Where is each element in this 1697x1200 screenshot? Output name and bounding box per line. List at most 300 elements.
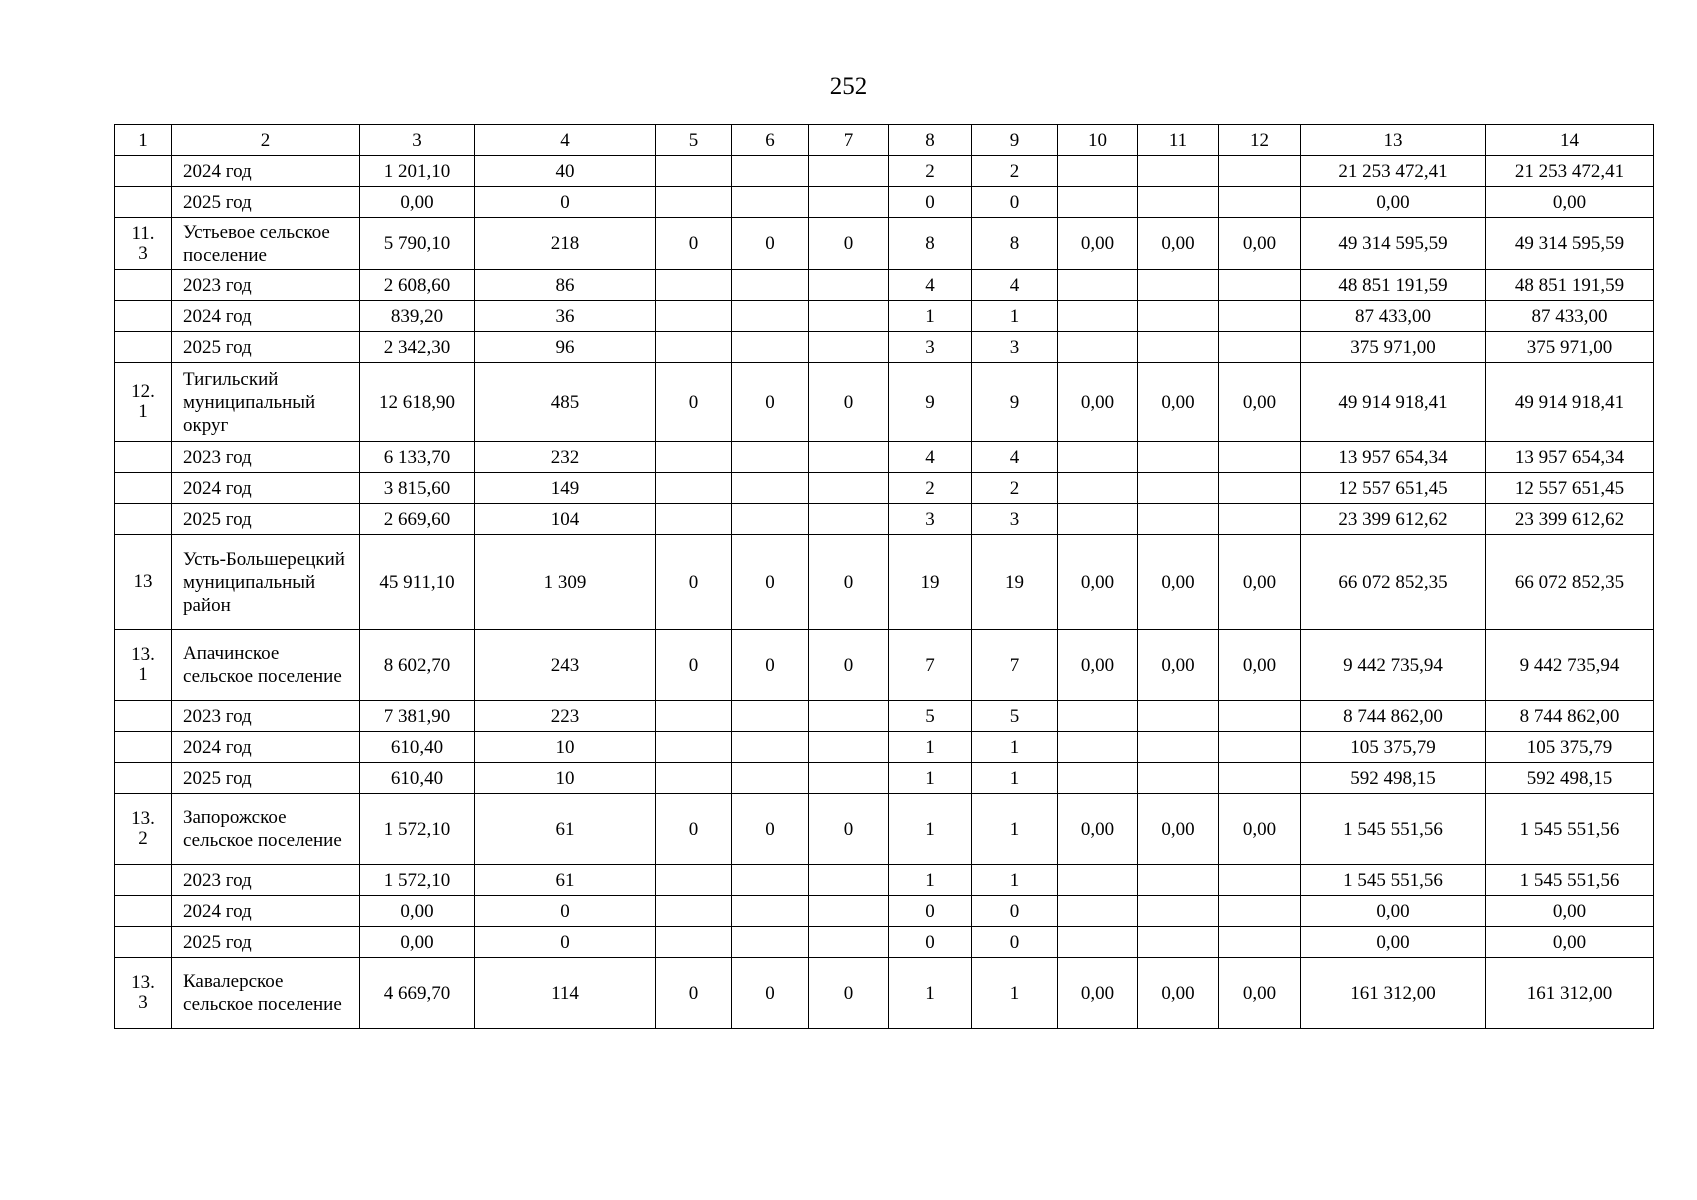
table-cell: [1138, 927, 1219, 958]
table-cell: [1138, 701, 1219, 732]
table-cell: 0,00: [1138, 794, 1219, 865]
row-name-cell: 2024 год: [172, 156, 360, 187]
table-cell: 2 342,30: [360, 332, 475, 363]
table-cell: 0: [809, 218, 889, 270]
table-cell: 10: [475, 732, 656, 763]
table-cell: 1 201,10: [360, 156, 475, 187]
table-cell: 0: [809, 958, 889, 1029]
column-header: 7: [809, 125, 889, 156]
table-cell: 0,00: [1058, 218, 1138, 270]
table-cell: 105 375,79: [1301, 732, 1486, 763]
table-row: [115, 865, 1654, 896]
table-cell: 5: [889, 701, 972, 732]
table-cell: [809, 701, 889, 732]
table-cell: 49 914 918,41: [1486, 363, 1654, 442]
table-cell: 10: [475, 763, 656, 794]
table-cell: [1058, 701, 1138, 732]
table-cell: 1 572,10: [360, 794, 475, 865]
column-header: 14: [1486, 125, 1654, 156]
table-cell: [1138, 896, 1219, 927]
table-cell: 49 314 595,59: [1486, 218, 1654, 270]
table-cell: [809, 332, 889, 363]
table-row: [115, 535, 1654, 630]
table-cell: [809, 156, 889, 187]
table-cell: 0,00: [1301, 896, 1486, 927]
table-cell: 3: [889, 504, 972, 535]
table-cell: 161 312,00: [1301, 958, 1486, 1029]
table-cell: 1 572,10: [360, 865, 475, 896]
table-cell: 2: [889, 156, 972, 187]
table-cell: 36: [475, 301, 656, 332]
table-cell: [1219, 442, 1301, 473]
column-header: 2: [172, 125, 360, 156]
table-cell: [1058, 732, 1138, 763]
table-cell: 0,00: [1219, 630, 1301, 701]
column-header: 6: [732, 125, 809, 156]
row-number-cell: [115, 270, 172, 301]
table-row: [115, 301, 1654, 332]
table-cell: [656, 442, 732, 473]
table-cell: [1058, 896, 1138, 927]
table-cell: [656, 763, 732, 794]
table-cell: 243: [475, 630, 656, 701]
table-row: [115, 794, 1654, 865]
row-number-cell: [115, 865, 172, 896]
table-cell: [732, 156, 809, 187]
table-cell: 839,20: [360, 301, 475, 332]
table-cell: 12 557 651,45: [1301, 473, 1486, 504]
table-cell: 104: [475, 504, 656, 535]
table-cell: 0: [809, 535, 889, 630]
table-cell: [1058, 187, 1138, 218]
table-cell: [1058, 270, 1138, 301]
table-cell: 45 911,10: [360, 535, 475, 630]
table-cell: [656, 927, 732, 958]
table-cell: 49 914 918,41: [1301, 363, 1486, 442]
table-cell: [1219, 301, 1301, 332]
table-cell: 1 545 551,56: [1301, 794, 1486, 865]
table-cell: 0: [732, 794, 809, 865]
table-cell: [1138, 301, 1219, 332]
table-cell: 1: [889, 794, 972, 865]
table-cell: [809, 187, 889, 218]
table-cell: 0,00: [360, 187, 475, 218]
table-cell: 218: [475, 218, 656, 270]
table-cell: 9: [972, 363, 1058, 442]
table-cell: 1: [972, 958, 1058, 1029]
row-name-cell: Апачинское сельское поселение: [172, 630, 360, 701]
column-header: 8: [889, 125, 972, 156]
table-row: [115, 630, 1654, 701]
table-cell: 232: [475, 442, 656, 473]
table-cell: 0: [732, 630, 809, 701]
table-cell: 0,00: [1301, 187, 1486, 218]
table-cell: 223: [475, 701, 656, 732]
table-cell: 1: [889, 958, 972, 1029]
table-cell: 0,00: [1486, 927, 1654, 958]
table-cell: [732, 763, 809, 794]
table-cell: 0,00: [1058, 958, 1138, 1029]
table-cell: [656, 301, 732, 332]
table-cell: [809, 301, 889, 332]
row-number-cell: [115, 504, 172, 535]
table-cell: 0: [972, 927, 1058, 958]
table-cell: 0,00: [1219, 363, 1301, 442]
table-cell: 9 442 735,94: [1301, 630, 1486, 701]
table-cell: [809, 927, 889, 958]
table-cell: 2: [889, 473, 972, 504]
table-cell: 9: [889, 363, 972, 442]
table-cell: 105 375,79: [1486, 732, 1654, 763]
table-cell: 12 557 651,45: [1486, 473, 1654, 504]
table-cell: 48 851 191,59: [1301, 270, 1486, 301]
table-cell: [1219, 763, 1301, 794]
row-number-cell: [115, 473, 172, 504]
table-cell: 592 498,15: [1486, 763, 1654, 794]
table-cell: [809, 504, 889, 535]
table-row: [115, 187, 1654, 218]
table-cell: [1058, 442, 1138, 473]
table-cell: [656, 332, 732, 363]
table-cell: 2 669,60: [360, 504, 475, 535]
table-cell: 485: [475, 363, 656, 442]
table-cell: [732, 896, 809, 927]
row-name-cell: 2023 год: [172, 270, 360, 301]
row-number-cell: 12. 1: [115, 363, 172, 442]
row-number-cell: 11. 3: [115, 218, 172, 270]
table-cell: 0,00: [1219, 794, 1301, 865]
table-row: [115, 442, 1654, 473]
table-cell: 12 618,90: [360, 363, 475, 442]
table-cell: 375 971,00: [1301, 332, 1486, 363]
table-cell: 3: [972, 332, 1058, 363]
table-cell: [656, 504, 732, 535]
table-cell: 1: [889, 865, 972, 896]
table-cell: 610,40: [360, 732, 475, 763]
table-cell: 0: [475, 187, 656, 218]
table-cell: [1058, 927, 1138, 958]
table-cell: 1 545 551,56: [1486, 794, 1654, 865]
table-cell: 23 399 612,62: [1301, 504, 1486, 535]
table-cell: 0,00: [1058, 363, 1138, 442]
table-cell: 61: [475, 794, 656, 865]
table-cell: 610,40: [360, 763, 475, 794]
table-cell: 19: [889, 535, 972, 630]
table-cell: 0: [732, 218, 809, 270]
table-cell: 0: [972, 187, 1058, 218]
table-cell: 1 309: [475, 535, 656, 630]
table-row: [115, 270, 1654, 301]
table-cell: [1138, 332, 1219, 363]
table-row: [115, 701, 1654, 732]
table-row: [115, 732, 1654, 763]
table-cell: [1058, 504, 1138, 535]
table-cell: 1: [972, 763, 1058, 794]
table-cell: [732, 473, 809, 504]
row-name-cell: 2023 год: [172, 442, 360, 473]
column-header: 5: [656, 125, 732, 156]
table-cell: [809, 865, 889, 896]
table-cell: [1138, 732, 1219, 763]
table-row: [115, 218, 1654, 270]
table-cell: 21 253 472,41: [1301, 156, 1486, 187]
table-cell: [1138, 270, 1219, 301]
table-cell: [656, 701, 732, 732]
table-cell: [1058, 473, 1138, 504]
table-cell: 0,00: [1058, 535, 1138, 630]
table-row: [115, 896, 1654, 927]
column-header: 3: [360, 125, 475, 156]
data-table: [114, 124, 1654, 1029]
table-header-row: [115, 125, 1654, 156]
table-cell: [1058, 865, 1138, 896]
column-header: 13: [1301, 125, 1486, 156]
table-cell: 0,00: [1486, 896, 1654, 927]
table-cell: 0: [732, 363, 809, 442]
table-cell: 8 602,70: [360, 630, 475, 701]
row-name-cell: Кавалерское сельское поселение: [172, 958, 360, 1029]
row-number-cell: [115, 763, 172, 794]
row-number-cell: 13. 2: [115, 794, 172, 865]
table-cell: [656, 270, 732, 301]
row-name-cell: 2025 год: [172, 504, 360, 535]
row-name-cell: 2024 год: [172, 301, 360, 332]
table-cell: [1058, 332, 1138, 363]
table-cell: [732, 927, 809, 958]
table-body: [115, 156, 1654, 1029]
row-name-cell: 2024 год: [172, 473, 360, 504]
table-cell: 8 744 862,00: [1486, 701, 1654, 732]
table-cell: [1219, 896, 1301, 927]
table-row: [115, 332, 1654, 363]
page-number: 252: [829, 73, 868, 100]
table-cell: [809, 763, 889, 794]
table-cell: 48 851 191,59: [1486, 270, 1654, 301]
table-cell: 23 399 612,62: [1486, 504, 1654, 535]
row-name-cell: 2025 год: [172, 187, 360, 218]
table-cell: [656, 187, 732, 218]
table-cell: 21 253 472,41: [1486, 156, 1654, 187]
table-cell: 0: [889, 896, 972, 927]
table-cell: [1219, 156, 1301, 187]
table-cell: [732, 270, 809, 301]
table-cell: 0,00: [1058, 630, 1138, 701]
table-cell: [732, 865, 809, 896]
table-cell: 0,00: [1058, 794, 1138, 865]
table-cell: 0: [809, 630, 889, 701]
table-row: [115, 504, 1654, 535]
table-cell: 7: [889, 630, 972, 701]
table-cell: [1138, 504, 1219, 535]
row-number-cell: [115, 332, 172, 363]
table-cell: [1138, 187, 1219, 218]
row-number-cell: 13: [115, 535, 172, 630]
table-cell: 0,00: [1219, 218, 1301, 270]
table-cell: 1: [889, 763, 972, 794]
row-name-cell: 2023 год: [172, 865, 360, 896]
table-row: [115, 763, 1654, 794]
table-cell: 3 815,60: [360, 473, 475, 504]
table-cell: 1: [889, 732, 972, 763]
table-cell: [732, 442, 809, 473]
table-cell: [809, 473, 889, 504]
table-cell: [809, 270, 889, 301]
table-cell: [1219, 332, 1301, 363]
table-cell: [656, 473, 732, 504]
table-cell: 0: [889, 187, 972, 218]
table-cell: 61: [475, 865, 656, 896]
table-cell: [1058, 156, 1138, 187]
row-number-cell: [115, 701, 172, 732]
table-cell: [1219, 270, 1301, 301]
row-name-cell: 2023 год: [172, 701, 360, 732]
table-cell: 0,00: [1138, 218, 1219, 270]
table-cell: 0,00: [1219, 535, 1301, 630]
table-cell: 161 312,00: [1486, 958, 1654, 1029]
table-cell: 96: [475, 332, 656, 363]
table-cell: 1: [889, 301, 972, 332]
table-cell: 4: [972, 270, 1058, 301]
table-cell: 86: [475, 270, 656, 301]
table-cell: 0: [809, 794, 889, 865]
table-row: [115, 473, 1654, 504]
row-name-cell: 2024 год: [172, 732, 360, 763]
table-cell: [656, 156, 732, 187]
table-cell: 0,00: [1219, 958, 1301, 1029]
column-header: 12: [1219, 125, 1301, 156]
table-cell: 0: [656, 958, 732, 1029]
table-cell: 0: [809, 363, 889, 442]
row-number-cell: [115, 896, 172, 927]
table-cell: 1: [972, 865, 1058, 896]
row-name-cell: Тигильский муниципальный округ: [172, 363, 360, 442]
table-cell: 0: [656, 794, 732, 865]
table-cell: [1138, 442, 1219, 473]
table-cell: [656, 732, 732, 763]
table-cell: 149: [475, 473, 656, 504]
row-number-cell: [115, 187, 172, 218]
table-cell: 4: [972, 442, 1058, 473]
table-cell: [1219, 927, 1301, 958]
table-cell: 4: [889, 270, 972, 301]
table-cell: [809, 442, 889, 473]
table-cell: [732, 332, 809, 363]
table-cell: 87 433,00: [1301, 301, 1486, 332]
table-cell: 0: [732, 535, 809, 630]
table-cell: 8: [889, 218, 972, 270]
table-row: [115, 958, 1654, 1029]
table-cell: 0,00: [1138, 535, 1219, 630]
table-cell: 9 442 735,94: [1486, 630, 1654, 701]
row-number-cell: 13. 3: [115, 958, 172, 1029]
table-cell: 1: [972, 301, 1058, 332]
table-cell: [1219, 732, 1301, 763]
table-cell: 4: [889, 442, 972, 473]
table-cell: [1219, 504, 1301, 535]
table-cell: 375 971,00: [1486, 332, 1654, 363]
table-cell: [809, 896, 889, 927]
row-name-cell: 2025 год: [172, 763, 360, 794]
table-cell: 13 957 654,34: [1486, 442, 1654, 473]
table-cell: [732, 187, 809, 218]
row-name-cell: 2024 год: [172, 896, 360, 927]
table-cell: 0: [656, 535, 732, 630]
table-cell: 0: [656, 363, 732, 442]
table-cell: 7: [972, 630, 1058, 701]
table-cell: 114: [475, 958, 656, 1029]
column-header: 1: [115, 125, 172, 156]
table-cell: 0: [972, 896, 1058, 927]
table-cell: 19: [972, 535, 1058, 630]
table-cell: [1138, 473, 1219, 504]
table-cell: 0,00: [360, 927, 475, 958]
table-cell: [1138, 865, 1219, 896]
column-header: 10: [1058, 125, 1138, 156]
row-number-cell: 13. 1: [115, 630, 172, 701]
table-cell: [732, 301, 809, 332]
table-cell: 2 608,60: [360, 270, 475, 301]
table-cell: 0,00: [1301, 927, 1486, 958]
table-cell: 87 433,00: [1486, 301, 1654, 332]
table-cell: 0: [732, 958, 809, 1029]
table-cell: [1219, 473, 1301, 504]
table-cell: [732, 701, 809, 732]
column-header: 11: [1138, 125, 1219, 156]
table-cell: [732, 504, 809, 535]
table-cell: 1 545 551,56: [1486, 865, 1654, 896]
table-cell: 3: [972, 504, 1058, 535]
table-cell: 4 669,70: [360, 958, 475, 1029]
table-cell: [1058, 301, 1138, 332]
table-cell: [656, 896, 732, 927]
table-cell: [1219, 187, 1301, 218]
column-header: 4: [475, 125, 656, 156]
table-cell: 0: [889, 927, 972, 958]
table-row: [115, 363, 1654, 442]
table-row: [115, 927, 1654, 958]
table-cell: 13 957 654,34: [1301, 442, 1486, 473]
table-cell: 7 381,90: [360, 701, 475, 732]
table-cell: 8: [972, 218, 1058, 270]
row-name-cell: Усть-Большерецкий муниципальный район: [172, 535, 360, 630]
row-number-cell: [115, 732, 172, 763]
table-cell: [1138, 156, 1219, 187]
table-cell: 66 072 852,35: [1301, 535, 1486, 630]
table-cell: 5: [972, 701, 1058, 732]
column-header: 9: [972, 125, 1058, 156]
table-cell: [809, 732, 889, 763]
table-cell: 0: [475, 896, 656, 927]
row-number-cell: [115, 156, 172, 187]
table-cell: 0: [656, 218, 732, 270]
table-cell: 49 314 595,59: [1301, 218, 1486, 270]
row-number-cell: [115, 301, 172, 332]
table-cell: 0,00: [1486, 187, 1654, 218]
row-number-cell: [115, 442, 172, 473]
table-cell: 0: [656, 630, 732, 701]
table-cell: 1: [972, 732, 1058, 763]
table-cell: 592 498,15: [1301, 763, 1486, 794]
table-cell: 66 072 852,35: [1486, 535, 1654, 630]
table-cell: 40: [475, 156, 656, 187]
table-cell: 8 744 862,00: [1301, 701, 1486, 732]
row-name-cell: 2025 год: [172, 927, 360, 958]
table-cell: 6 133,70: [360, 442, 475, 473]
table-cell: 0,00: [360, 896, 475, 927]
row-name-cell: Запорожское сельское поселение: [172, 794, 360, 865]
table-cell: 2: [972, 473, 1058, 504]
table-cell: 5 790,10: [360, 218, 475, 270]
